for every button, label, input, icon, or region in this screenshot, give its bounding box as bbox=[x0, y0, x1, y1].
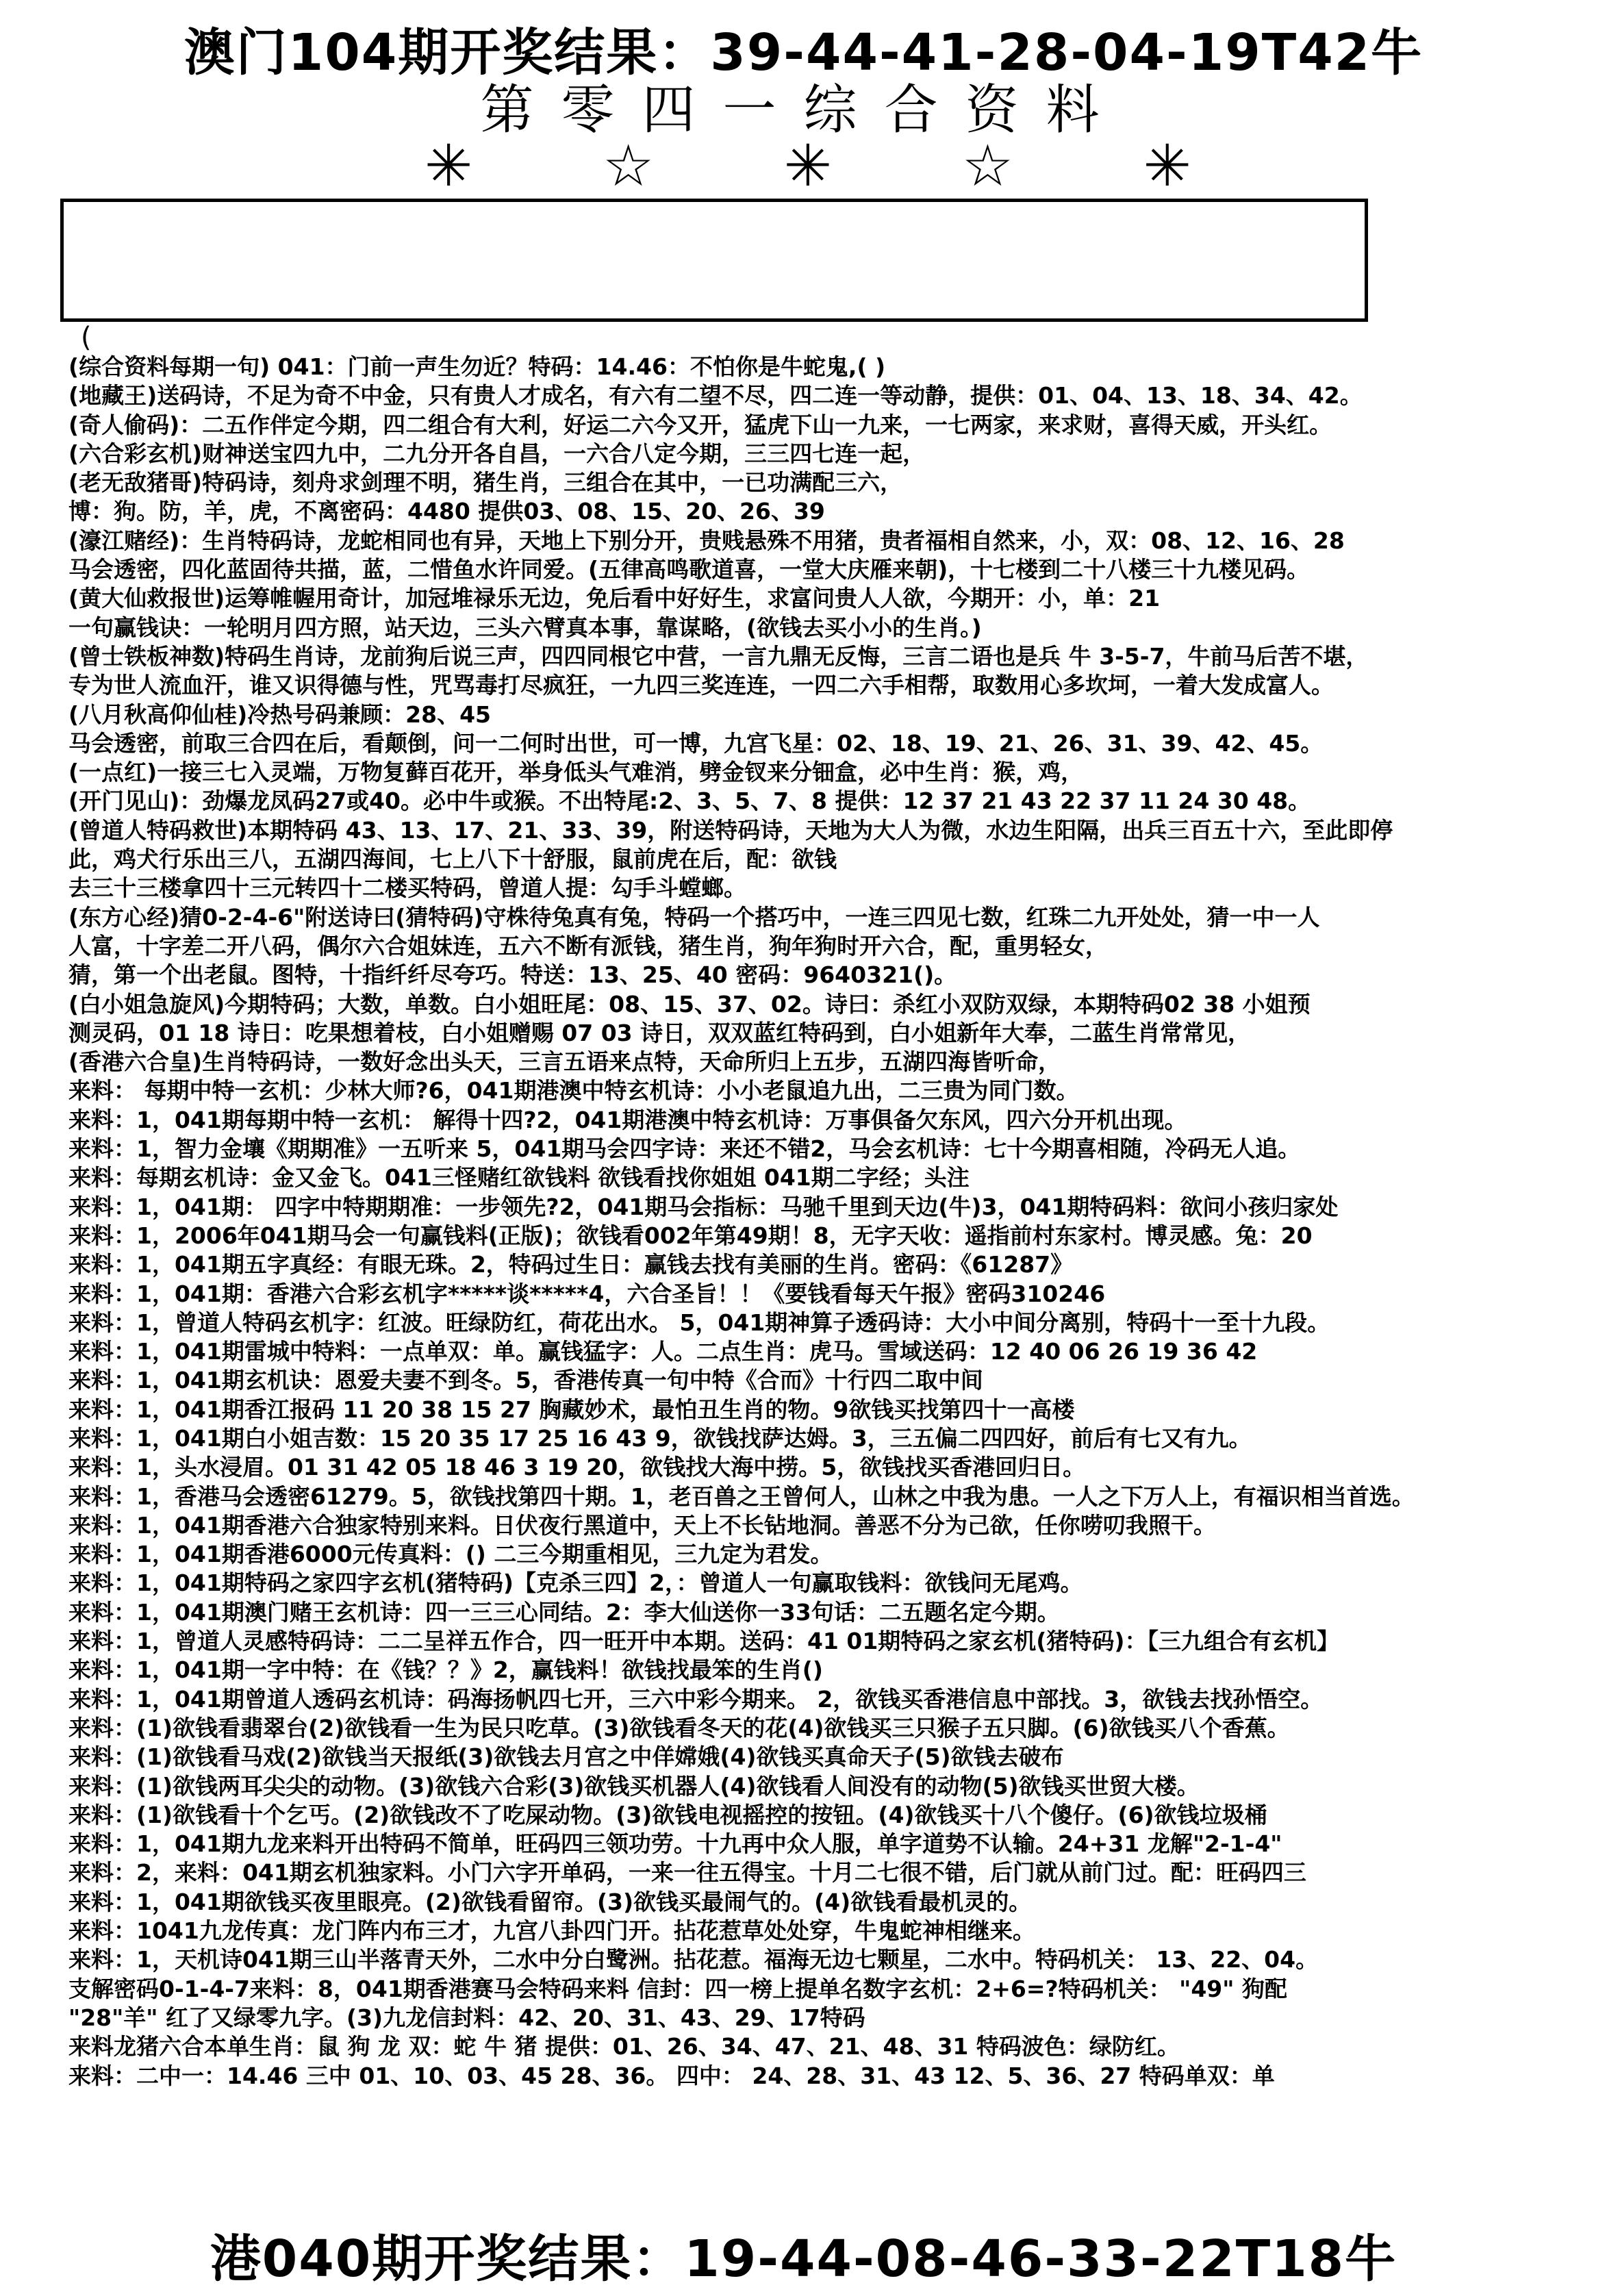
text-line: 来料：1，2006年041期马会一句赢钱料(正版)；欲钱看002年第49期！8，无字天收：遥指前村东家村。博灵感。兔：20 bbox=[68, 1222, 1313, 1249]
text-line: 来料：1，天机诗041期三山半落青天外，二水中分白鹭洲。拈花惹。福海无边七颗星，二水中。特码机关： 13、22、04。 bbox=[68, 1946, 1319, 1973]
star-row bbox=[425, 132, 1191, 199]
text-line: 来料：每期玄机诗：金又金飞。041三怪赌红欲钱料 欲钱看找你姐姐 041期二字经；头注 bbox=[68, 1164, 970, 1191]
text-line: (八月秋高仰仙桂)冷热号码兼顾：28、45 bbox=[68, 701, 492, 728]
text-line: 来料：1，041期特码之家四字玄机(猪特码)【克杀三四】2，：曾道人一句赢取钱料：欲钱问无尾鸡。 bbox=[68, 1569, 1083, 1597]
text-line: 此，鸡犬行乐出三八，五湖四海间，七上八下十舒服，鼠前虎在后，配：欲钱 bbox=[68, 846, 837, 873]
text-line: 来料：1，香港马会透密61279。5，欲钱找第四十期。1，老百兽之王曾何人，山林之中我为患。一人之下万人上，有福识相当首选。 bbox=[68, 1483, 1415, 1510]
text-line: 来料：1，041期欲钱买夜里眼亮。(2)欲钱看留帘。(3)欲钱买最闹气的。(4)欲钱看最机灵的。 bbox=[68, 1888, 1032, 1915]
text-line: 来料：1，041期雷城中特料：一点单双：单。赢钱猛字：人。二点生肖：虎马。雪域送码：12 40 06 26 19 36 42 bbox=[68, 1338, 1258, 1365]
text-line: 来料龙猪六合本单生肖：鼠 狗 龙 双：蛇 牛 猪 提供：01、26、34、47、21、48、31 特码波色：绿防红。 bbox=[68, 2033, 1180, 2060]
text-line: 人富，十字差二开八码，偶尔六合姐妹连，五六不断有派钱，猪生肖，狗年狗时开六合，配，重男轻女， bbox=[68, 932, 1108, 959]
text-line: (一点红)一接三七入灵端，万物复藓百花开，举身低头气难消，劈金钗来分钿盒，必中生肖：猴，鸡， bbox=[68, 759, 1084, 786]
text-line: (濠江赌经)：生肖特码诗，龙蛇相同也有异，天地上下别分开，贵贱悬殊不用猪，贵者福相自然来，小，双：08、12、16、28 bbox=[68, 527, 1345, 554]
text-line: 来料：二中一：14.46 三中 01、10、03、45 28、36。 四中： 24、28、31、43 12、5、36、27 特码单双：单 bbox=[68, 2062, 1275, 2089]
outline-star-icon: ☆ bbox=[961, 132, 1014, 199]
text-line: 来料：1，曾道人特码玄机字：红波。旺绿防红，荷花出水。 5，041期神算子透码诗：大小中间分离别，特码十一至十九段。 bbox=[68, 1309, 1330, 1336]
text-line: 一句赢钱诀：一轮明月四方照，站天边，三头六臂真本事，靠谋略，(欲钱去买小小的生肖。) bbox=[68, 614, 982, 641]
text-line: (香港六合皇)生肖特码诗，一数好念出头天，三言五语来点特，天命所归上五步，五湖四海皆听命， bbox=[68, 1048, 1061, 1076]
text-line: (白小姐急旋风)今期特码；大数，单数。白小姐旺尾：08、15、37、02。诗曰：杀红小双防双绿，本期特码02 38 小姐预 bbox=[68, 990, 1311, 1018]
text-line: 来料：1，041期九龙来料开出特码不简单，旺码四三领功劳。十九再中众人服，单字道势不认输。24+31 龙解"2-1-4" bbox=[68, 1830, 1282, 1858]
text-line: 来料：1，041期澳门赌王玄机诗：四一三三心同结。2：李大仙送你一33句话：二五题名定今期。 bbox=[68, 1598, 1060, 1626]
text-body bbox=[68, 353, 1547, 2091]
text-line: 来料：1，041期一字中特：在《钱？？》2，赢钱料！欲钱找最笨的生肖() bbox=[68, 1656, 823, 1684]
text-line: 专为世人流血汗，谁又识得德与性，咒骂毒打尽疯狂，一九四三奖连连，一四二六手相帮，取数用心多坎坷，一着大发成富人。 bbox=[68, 672, 1334, 699]
text-line: 来料：1，曾道人灵感特码诗：二二呈祥五作合，四一旺开中本期。送码：41 01期特码之家玄机(猪特码)：【三九组合有玄机】 bbox=[68, 1628, 1339, 1655]
text-line: 来料：1，智力金壤《期期准》一五听来 5，041期马会四字诗：来还不错2，马会玄机诗：七十今期喜相随，冷码无人追。 bbox=[68, 1135, 1301, 1163]
text-line: 来料：1，头水浸眉。01 31 42 05 18 46 3 19 20，欲钱找大海中捞。5，欲钱找买香港回归日。 bbox=[68, 1454, 1086, 1481]
text-line: 猜，第一个出老鼠。图特，十指纤纤尽夸巧。特送：13、25、40 密码：9640321()。 bbox=[68, 961, 957, 989]
text-line: 来料：(1)欲钱看马戏(2)欲钱当天报纸(3)欲钱去月宫之中佯嫦娥(4)欲钱买真命天子(5)欲钱去破布 bbox=[68, 1743, 1064, 1771]
text-line: 来料：1，041期：香港六合彩玄机字*****谈*****4，六合圣旨！！《要钱看每天午报》密码310246 bbox=[68, 1280, 1106, 1307]
text-line: (曾道人特码救世)本期特码 43、13、17、21、33、39，附送特码诗，天地为大人为微，水边生阳隔，出兵三百五十六，至此即停 bbox=[68, 816, 1393, 844]
text-line: 博：狗。防，羊，虎，不离密码：4480 提供03、08、15、20、26、39 bbox=[68, 498, 825, 525]
text-line: 来料：1，041期香港6000元传真料：() 二三今期重相见，三九定为君发。 bbox=[68, 1541, 833, 1568]
text-line: (老无敌猪哥)特码诗，刻舟求剑理不明，猪生肖，三组合在其中，一已功满配三六， bbox=[68, 469, 903, 496]
text-line: (东方心经)猜0-2-4-6"附送诗曰(猜特码)守株待兔真有兔，特码一个搭巧中，一连三四见七数，红珠二九开处处，猜一中一人 bbox=[68, 903, 1320, 931]
text-line: (六合彩玄机)财神送宝四九中，二九分开各自昌，一六合八定今期，三三四七连一起， bbox=[68, 440, 926, 467]
text-line: 来料：1，041期香港六合独家特别来料。日伏夜行黑道中，天上不长钻地洞。善恶不分为己欲，任你唠叨我照干。 bbox=[68, 1511, 1216, 1539]
text-line: 来料：1，041期： 四字中特期期准：一步领先?2，041期马会指标：马驰千里到天边(牛)3，041期特码料：欲问小孩归家处 bbox=[68, 1193, 1339, 1220]
asterisk-star-icon: ✳ bbox=[1143, 132, 1191, 199]
text-line: 来料：1，041期香江报码 11 20 38 15 27 胸藏妙术，最怕丑生肖的物。9欲钱买找第四十一高楼 bbox=[68, 1396, 1075, 1423]
text-line: 来料：2，来料：041期玄机独家料。小门六字开单码，一来一往五得宝。十月二七很不错，后门就从前门过。配：旺码四三 bbox=[68, 1859, 1306, 1887]
text-line: 测灵码，01 18 诗日：吃果想着枝，白小姐赠赐 07 03 诗日，双双蓝红特码到，白小姐新年大奉，二蓝生肖常常见， bbox=[68, 1019, 1251, 1046]
text-line: 来料：(1)欲钱两耳尖尖的动物。(3)欲钱六合彩(3)欲钱买机器人(4)欲钱看人间没有的动物(5)欲钱买世贸大楼。 bbox=[68, 1772, 1200, 1800]
text-line: 来料：1041九龙传真：龙门阵内布三才，九宫八卦四门开。拈花惹草处处穿，牛鬼蛇神相继来。 bbox=[68, 1917, 1035, 1945]
text-line: 来料：1，041期玄机诀：恩爱夫妻不到冬。5，香港传真一句中特《合而》十行四二取中间 bbox=[68, 1367, 983, 1394]
text-line: (黄大仙救报世)运筹帷幄用奇计，加冠堆禄乐无边，免后看中好好生，求富问贵人人欲，今期开：小，单：21 bbox=[68, 585, 1161, 612]
text-line: "28"羊" 红了又绿零九字。(3)九龙信封料：42、20、31、43、29、17特码 bbox=[68, 2004, 865, 2031]
text-line: 来料：1，041期白小姐吉数：15 20 35 17 25 16 43 9，欲钱找萨达姆。3，三五偏二四四好，前后有七又有九。 bbox=[68, 1424, 1252, 1452]
asterisk-star-icon: ✳ bbox=[425, 132, 473, 199]
outline-star-icon: ☆ bbox=[602, 132, 655, 199]
box-open-paren: ( bbox=[81, 322, 92, 353]
bottom-result-headline: 港040期开奖结果：19-44-08-46-33-22T18牛 bbox=[210, 2230, 1397, 2288]
asterisk-star-icon: ✳ bbox=[783, 132, 833, 199]
text-line: 去三十三楼拿四十三元转四十二楼买特码，曾道人提：勾手斗螳螂。 bbox=[68, 874, 746, 902]
top-result-headline: 澳门104期开奖结果：39-44-41-28-04-19T42牛 bbox=[184, 23, 1423, 82]
text-line: (曾士铁板神数)特码生肖诗，龙前狗后说三声，四四同根它中营，一言九鼎无反悔，三言二语也是兵 牛 3-5-7，牛前马后苦不堪， bbox=[68, 642, 1369, 670]
text-line: (开门见山)：劲爆龙凤码27或40。必中牛或猴。不出特尾:2、3、5、7、8 提供：12 37 21 43 22 37 11 24 30 48。 bbox=[68, 787, 1311, 815]
blank-notice-box bbox=[60, 199, 1368, 322]
text-line: 来料： 每期中特一玄机：少林大师?6，041期港澳中特玄机诗：小小老鼠追九出，二三贵为同门数。 bbox=[68, 1077, 1079, 1105]
text-line: 来料：1，041期五字真经：有眼无珠。2，特码过生日：赢钱去找有美丽的生肖。密码：《61287》 bbox=[68, 1251, 1074, 1278]
text-line: (地藏王)送码诗，不足为奇不中金，只有贵人才成名，有六有二望不尽，四二连一等动静，提供：01、04、13、18、34、42。 bbox=[68, 382, 1363, 409]
text-line: 来料：1，041期每期中特一玄机： 解得十四?2，041期港澳中特玄机诗：万事俱备欠东风，四六分开机出现。 bbox=[68, 1106, 1187, 1133]
text-line: 支解密码0-1-4-7来料：8，041期香港赛马会特码来料 信封：四一榜上提单名数字玄机：2+6=?特码机关： "49" 狗配 bbox=[68, 1975, 1287, 2002]
text-line: 马会透密，前取三合四在后，看颠倒，问一二何时出世，可一博，九宫飞星：02、18、19、21、26、31、39、42、45。 bbox=[68, 729, 1324, 757]
text-line: 来料：(1)欲钱看翡翠台(2)欲钱看一生为民只吃草。(3)欲钱看冬天的花(4)欲钱买三只猴子五只脚。(6)欲钱买八个香蕉。 bbox=[68, 1714, 1290, 1741]
document-subtitle: 第零四一综合资料 bbox=[480, 79, 1127, 141]
text-line: 来料：1，041期曾道人透码玄机诗：码海扬帆四七开，三六中彩今期来。 2，欲钱买香港信息中部找。3，欲钱去找孙悟空。 bbox=[68, 1685, 1324, 1713]
text-line: 来料：(1)欲钱看十个乞丐。(2)欲钱改不了吃屎动物。(3)欲钱电视摇控的按钮。(4)欲钱买十八个傻仔。(6)欲钱垃圾桶 bbox=[68, 1801, 1267, 1828]
text-line: 马会透密，四化蓝固待共描，蓝，二惜鱼水许同爱。(五律高鸣歌道喜，一堂大庆雁来朝)，十七楼到二十八楼三十九楼见码。 bbox=[68, 556, 1310, 583]
text-line: (奇人偷码)：二五作伴定今期，四二组合有大利，好运二六今又开，猛虎下山一九来，一七两家，来求财，喜得天威，开头红。 bbox=[68, 411, 1332, 438]
text-line: (综合资料每期一句) 041：门前一声生勿近？特码：14.46：不怕你是牛蛇鬼,( ) bbox=[68, 353, 886, 380]
